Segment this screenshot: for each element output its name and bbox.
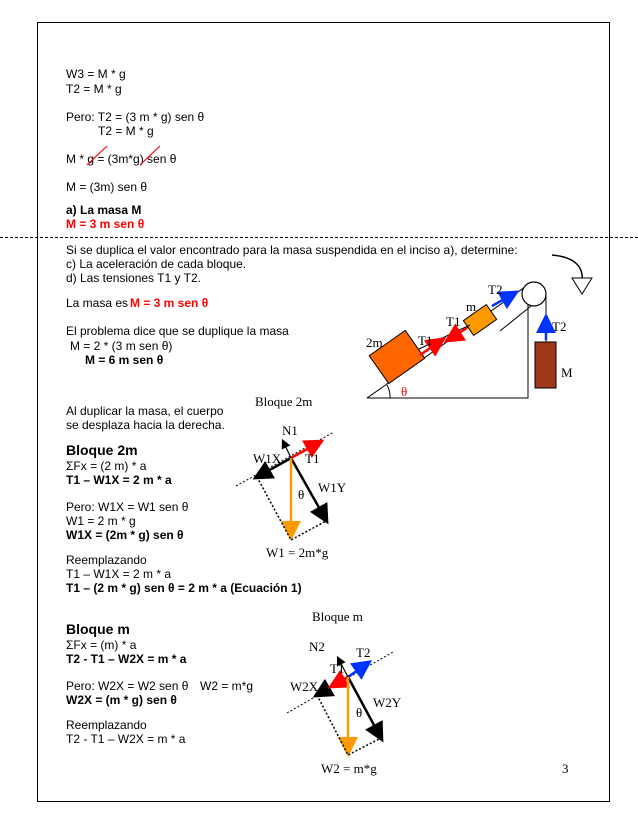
answer-a-label: a) La masa M <box>66 203 142 217</box>
bloquem-pero: Pero: W2X = W2 sen θ <box>66 679 189 693</box>
fbd1-n1 <box>283 441 291 458</box>
fbd2-theta: θ <box>356 705 363 720</box>
fbd2-n2-label: N2 <box>309 639 325 654</box>
hanging-mass <box>535 342 556 388</box>
duplicate-text: El problema dice que se duplique la masa <box>66 324 289 338</box>
mass-is-value: M = 3 m sen θ <box>130 296 209 310</box>
fbd2-t2 <box>348 663 368 677</box>
fbd2-w2y-label: W2Y <box>373 695 402 710</box>
bloque2m-sum: ΣFx = (2 m) * a <box>66 459 147 473</box>
fbd2-w2-label: W2 = m*g <box>321 761 377 776</box>
t2-equation-2: T2 = M * g <box>98 124 154 138</box>
incline-theta: θ <box>401 384 408 399</box>
fbd1-w1y-label: W1Y <box>318 480 347 495</box>
bloquem-w2: W2 = m*g <box>200 679 254 693</box>
fbd1-theta: θ <box>298 487 305 502</box>
fbd1-t1-label: T1 <box>305 451 320 466</box>
bloquem-eq2: T2 - T1 – W2X = m * a <box>66 732 186 746</box>
fbd2-t1 <box>332 677 348 686</box>
t2-equation: T2 = M * g <box>66 82 122 96</box>
incline-2m-label: 2m <box>366 335 383 350</box>
hanging-t2-label: T2 <box>552 319 567 334</box>
bloque2m-eq2: T1 – W1X = 2 m * a <box>66 567 172 581</box>
incline-m-label: m <box>466 299 477 314</box>
bloquem-sum: ΣFx = (m) * a <box>66 638 137 652</box>
bloque2m-w1x: W1X = (2m * g) sen θ <box>66 528 184 542</box>
fbd1-w1x-label: W1X <box>253 451 282 466</box>
page-number: 3 <box>562 761 569 776</box>
bloque2m-reemp: Reemplazando <box>66 553 147 567</box>
fbd1-title: Bloque 2m <box>255 394 313 409</box>
fbd2-w2x-label: W2X <box>290 679 319 694</box>
fbd2-t2-label: T2 <box>356 645 371 660</box>
duplicate-eq: M = 2 * (3 m sen θ) <box>70 339 173 353</box>
cancel-strike-1 <box>87 146 107 165</box>
incline-t1-label: T1 <box>446 314 461 329</box>
incline-t1b-label: T1 <box>418 333 433 348</box>
bloquem-eq1: T2 - T1 – W2X = m * a <box>66 652 187 666</box>
duplicate-result: M = 6 m sen θ <box>85 353 164 367</box>
w3-equation: W3 = M * g <box>66 67 126 81</box>
fbd1-w1-label: W1 = 2m*g <box>266 545 329 560</box>
incline-t2-label: T2 <box>488 282 503 297</box>
problem-d: d) Las tensiones T1 y T2. <box>66 271 201 285</box>
right-move-1: Al duplicar la masa, el cuerpo <box>66 404 224 418</box>
answer-a-value: M = 3 m sen θ <box>66 217 145 231</box>
fbd2-t1-label: T1 <box>330 661 345 676</box>
bloquem-w2x: W2X = (m * g) sen θ <box>66 693 177 707</box>
pero-equation: Pero: T2 = (3 m * g) sen θ <box>66 110 205 124</box>
bloque2m-pero: Pero: W1X = W1 sen θ <box>66 500 189 514</box>
bloquem-reemp: Reemplazando <box>66 718 147 732</box>
hanging-m-label: M <box>561 365 573 380</box>
bloque2m-eq1: T1 – W1X = 2 m * a <box>66 473 172 487</box>
right-move-2: se desplaza hacia la derecha. <box>66 418 225 432</box>
problem-c: c) La aceleración de cada bloque. <box>66 257 247 271</box>
bloquem-title: Bloque m <box>66 621 130 637</box>
fbd2-title: Bloque m <box>312 609 363 624</box>
problem-intro: Si se duplica el valor encontrado para la masa suspendida en el inciso a), determine: <box>66 243 518 257</box>
bloque2m-w1: W1 = 2 m * g <box>66 514 136 528</box>
cancel-equation: M * g = (3m*g) sen θ <box>66 152 177 166</box>
bloque2m-title: Bloque 2m <box>66 442 138 458</box>
ecuacion-1: T1 – (2 m * g) sen θ = 2 m * a (Ecuación 1) <box>66 581 302 595</box>
fbd1-n1-label: N1 <box>282 423 298 438</box>
pulley <box>522 282 546 306</box>
mass-is-label: La masa es <box>66 296 129 310</box>
m-equation: M = (3m) sen θ <box>66 180 148 194</box>
cancel-strike-2 <box>140 146 160 165</box>
